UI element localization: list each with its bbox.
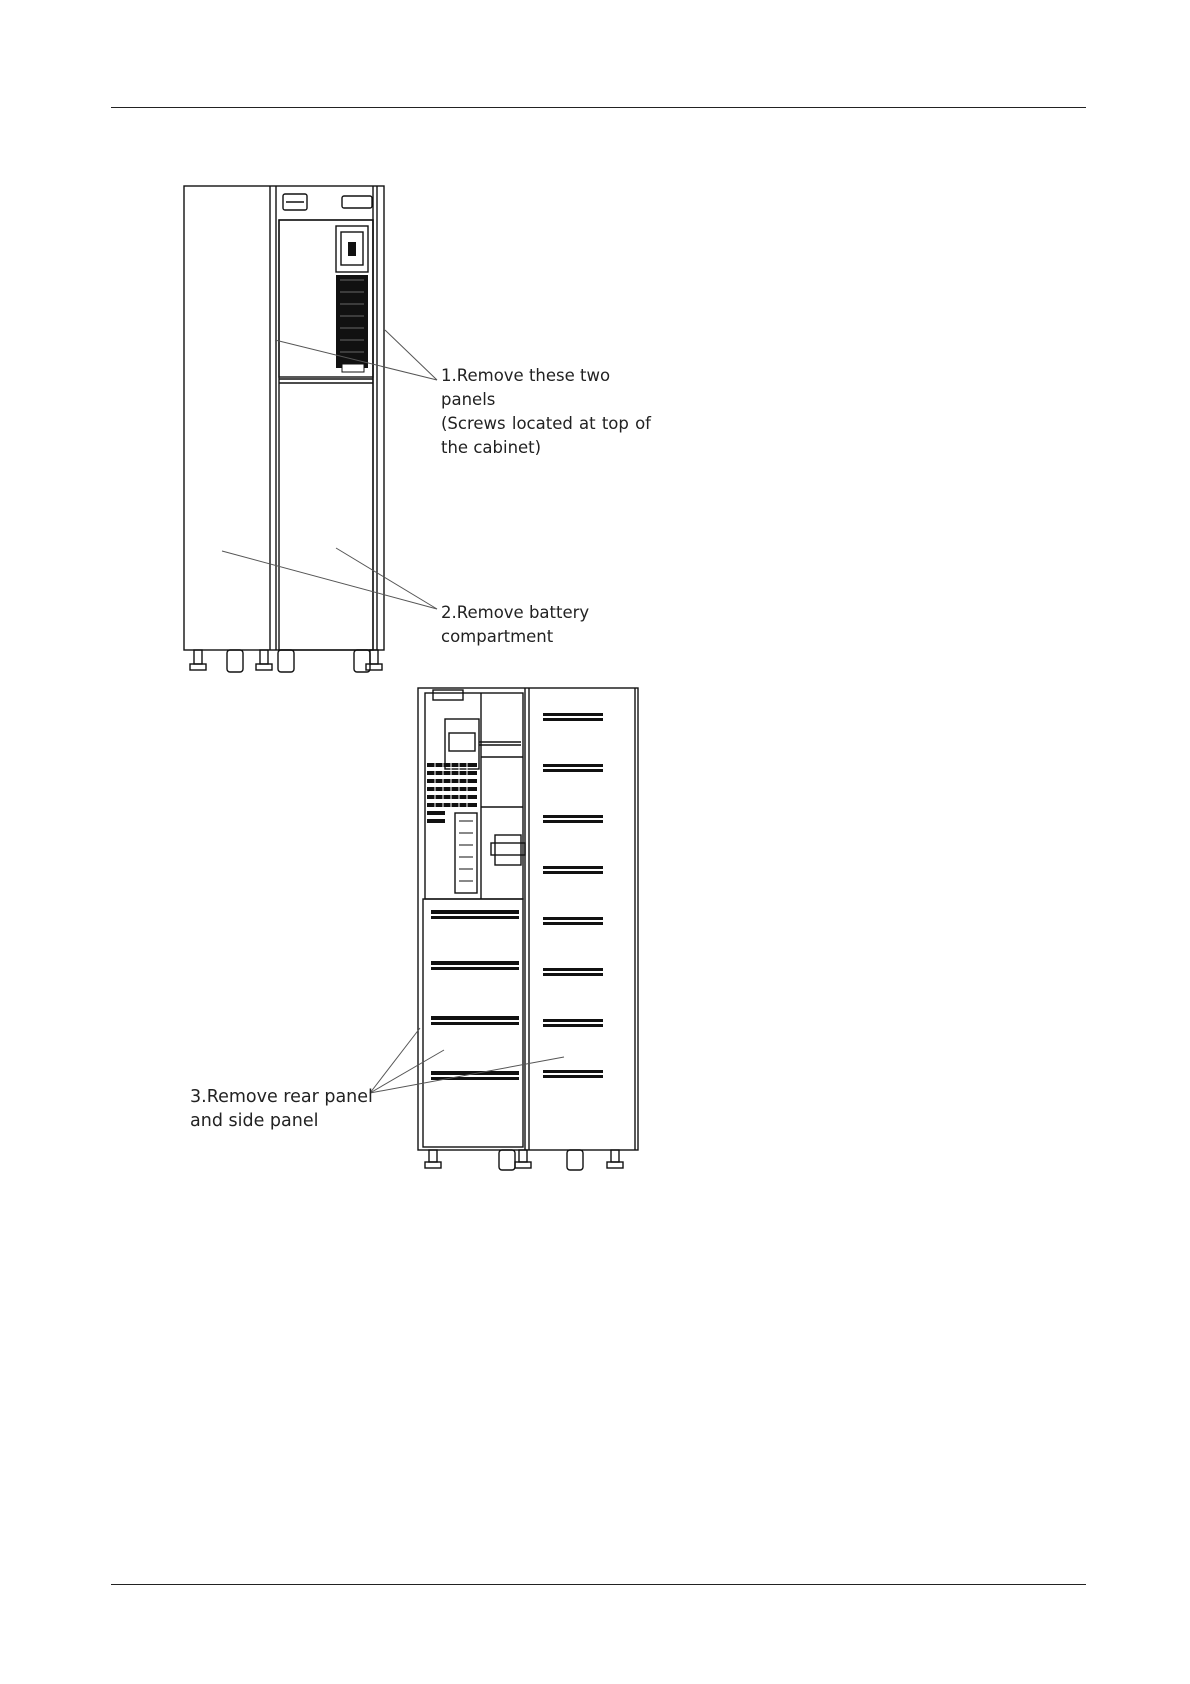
callout-remove-rear-side-panel (190, 1085, 390, 1133)
callout-step2-line2: compartment (441, 627, 554, 646)
callout-remove-battery-compartment (441, 601, 621, 649)
callout-step3-line1: 3.Remove rear panel (190, 1087, 373, 1107)
callout-step3-line2: and side panel (190, 1111, 319, 1131)
footer-rule (111, 1584, 1086, 1585)
callout-remove-front-panels (441, 364, 651, 460)
callout-step2-line1: 2.Remove battery (441, 603, 590, 622)
cabinet-front-view (170, 180, 394, 680)
header-rule (111, 107, 1086, 108)
callout-step1-line2: (Screws located at top of (441, 414, 651, 433)
callout-step1-line1: 1.Remove these two panels (441, 366, 611, 409)
callout-step1-line3: the cabinet) (441, 438, 542, 457)
cabinet-rear-view (415, 685, 640, 1175)
